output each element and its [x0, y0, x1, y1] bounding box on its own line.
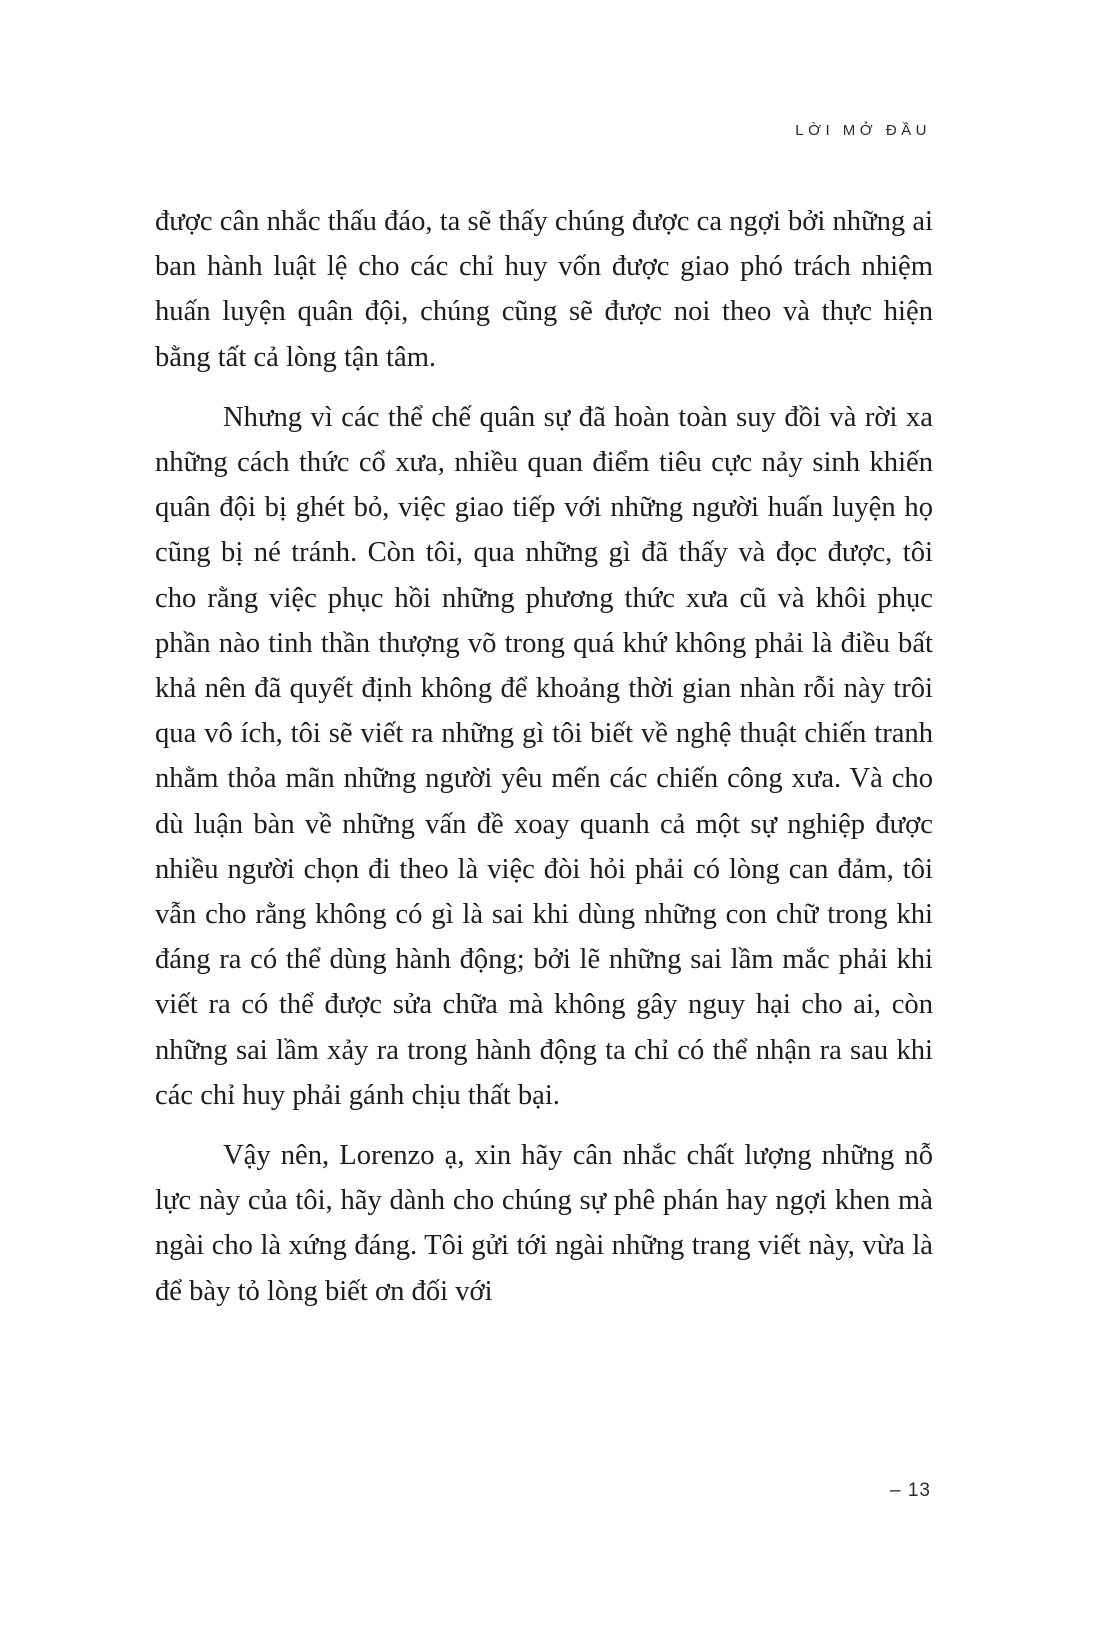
running-header-title: LỜI MỞ ĐẦU [795, 122, 931, 139]
paragraph-continued: được cân nhắc thấu đáo, ta sẽ thấy chúng được ca ngợi bởi những ai ban hành luật lệ cho các chỉ huy vốn được giao phó trách nhiệm huấn luyện quân đội, chúng cũng sẽ được noi theo và thực hiện bằng tất cả lòng tận tâm. [155, 206, 933, 373]
paragraph: Nhưng vì các thể chế quân sự đã hoàn toàn suy đồi và rời xa những cách thức cổ xưa, nhiều quan điểm tiêu cực nảy sinh khiến quân đội bị ghét bỏ, việc giao tiếp với những người huấn luyện họ cũng bị né tránh. Còn tôi, qua những gì đã thấy và đọc được, tôi cho rằng việc phục hồi những phương thức xưa cũ và khôi phục phần nào tinh thần thượng võ trong quá khứ không phải là điều bất khả nên đã quyết định không để khoảng thời gian nhàn rỗi này trôi qua vô ích, tôi sẽ viết ra những gì tôi biết về nghệ thuật chiến tranh nhằm thỏa mãn những người yêu mến các chiến công xưa. Và cho dù luận bàn về những vấn đề xoay quanh cả một sự nghiệp được nhiều người chọn đi theo là việc đòi hỏi phải có lòng can đảm, tôi vẫn cho rằng không có gì là sai khi dùng những con chữ trong khi đáng ra có thể dùng hành động; bởi lẽ những sai lầm mắc phải khi viết ra có thể được sửa chữa mà không gây nguy hại cho ai, còn những sai lầm xảy ra trong hành động ta chỉ có thể nhận ra sau khi các chỉ huy phải gánh chịu thất bại. [155, 401, 933, 1111]
body-text [155, 199, 933, 1314]
paragraph: Vậy nên, Lorenzo ạ, xin hãy cân nhắc chất lượng những nỗ lực này của tôi, hãy dành cho chúng sự phê phán hay ngợi khen mà ngài cho là xứng đáng. Tôi gửi tới ngài những trang viết này, vừa là để bày tỏ lòng biết ơn đối với [155, 1140, 933, 1307]
page-number: – 13 [890, 1480, 931, 1501]
